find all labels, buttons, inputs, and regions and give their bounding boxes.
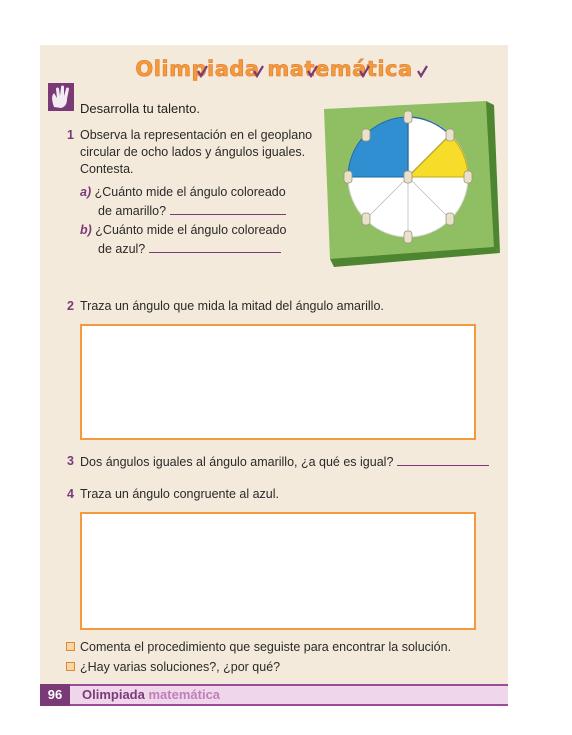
question-number-4: 4 — [67, 487, 74, 501]
worksheet-page — [40, 45, 508, 705]
page-number: 96 — [40, 684, 70, 706]
answer-line-3[interactable] — [397, 453, 489, 466]
question-4-text: Traza un ángulo congruente al azul. — [80, 487, 279, 501]
bullet-text-2: ¿Hay varias soluciones?, ¿por qué? — [80, 660, 281, 674]
question-1-text: Observa la representación en el geoplano circular de ocho lados y ángulos iguales. Contesta. — [80, 128, 313, 176]
page-footer — [40, 684, 508, 706]
question-number-1: 1 — [67, 128, 74, 142]
answer-line-1a[interactable] — [170, 202, 286, 215]
square-bullet-icon — [66, 662, 75, 671]
drawing-box-4[interactable] — [80, 512, 476, 630]
hand-icon — [48, 83, 74, 111]
square-bullet-icon — [66, 642, 75, 651]
question-number-2: 2 — [67, 299, 74, 313]
answer-line-1b[interactable] — [149, 240, 281, 253]
question-2-text: Traza un ángulo que mida la mitad del ángulo amarillo. — [80, 299, 384, 313]
checkmark-decorations — [40, 57, 508, 87]
section-heading: Desarrolla tu talento. — [80, 101, 200, 116]
question-1a: a) ¿Cuánto mide el ángulo coloreado de amarillo? — [80, 185, 286, 218]
question-1b: b) ¿Cuánto mide el ángulo coloreado de azul? — [80, 223, 287, 256]
footer-label: Olimpiada matemática — [82, 687, 221, 702]
page-title: Olimpiada matemática — [135, 57, 413, 81]
question-number-3: 3 — [67, 454, 74, 468]
geoboard-image — [320, 99, 500, 271]
question-3-text: Dos ángulos iguales al ángulo amarillo, ¿a qué es igual? — [80, 453, 489, 471]
bullet-text-1: Comenta el procedimiento que seguiste para encontrar la solución. — [80, 640, 452, 654]
drawing-box-2[interactable] — [80, 324, 476, 440]
